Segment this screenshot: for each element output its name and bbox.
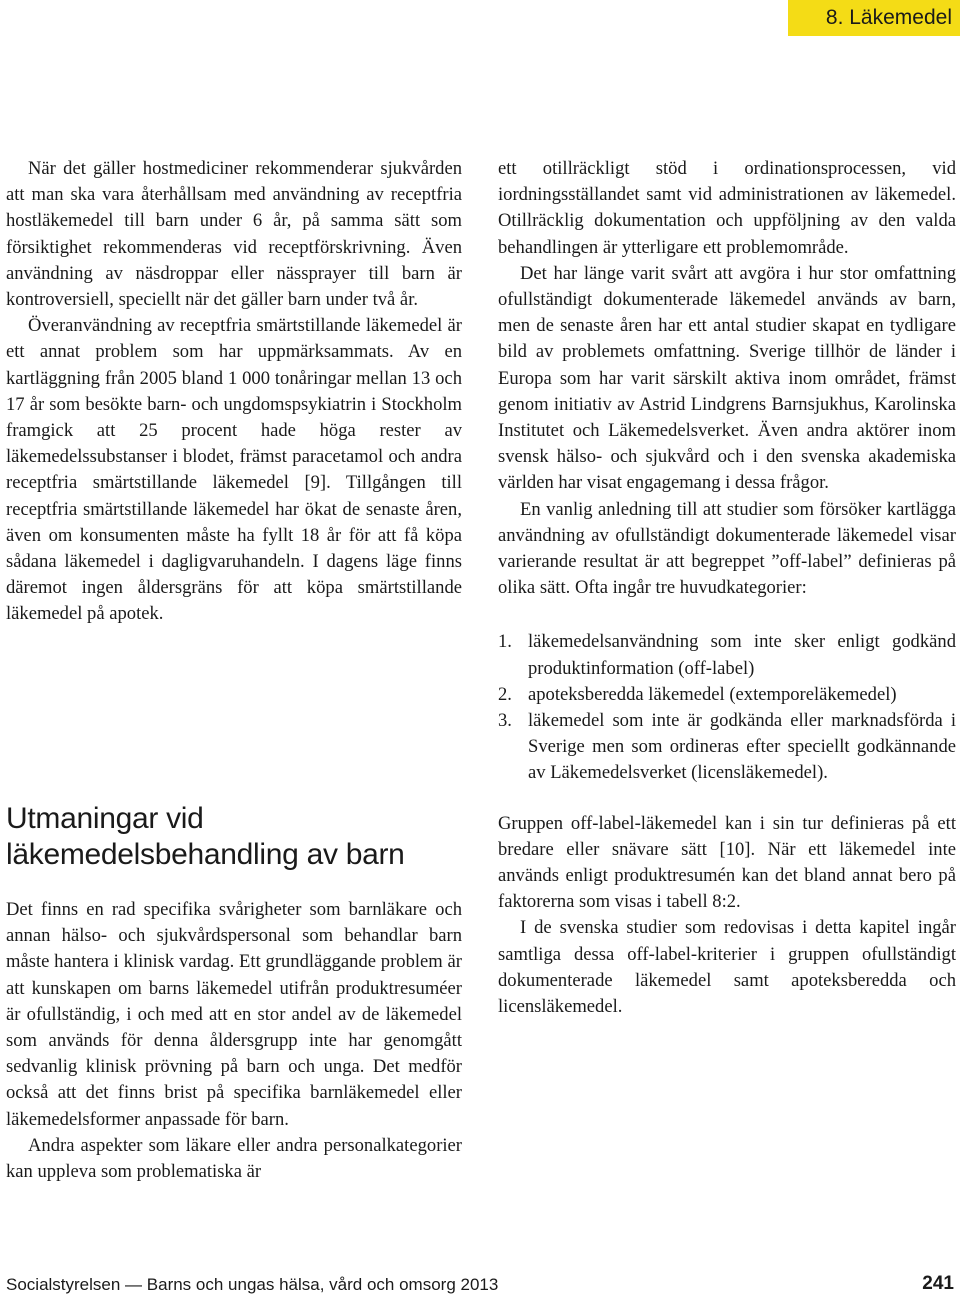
list-item xyxy=(498,682,956,708)
chapter-tab: 8. Läkemedel xyxy=(788,0,960,36)
paragraph: Överanvändning av receptfria smärtstillande läkemedel är ett annat problem som har uppmärksammats. Av en kartläggning från 2005 bland 1 000 tonåringar mellan 13 och 17 år som besökte barn- och ungdomspsykiatrin i Stockholm framgick att 25 procent hade höga rester av läkemedelssubstanser i blodet, främst paracetamol och andra receptfria smärtstillande läkemedel [9]. Tillgången till receptfria smärtstillande läkemedel har ökat de senaste åren, även om konsumenten måste ha fyllt 18 år för att få köpa sådana läkemedel i dagligvaruhandeln. I dagens läge finns däremot ingen åldersgräns för att köpa smärtstillande läkemedel på apotek. xyxy=(6,315,462,625)
list-text: läkemedelsanvändning som inte sker enligt godkänd produktinformation (off-label) xyxy=(528,631,956,679)
paragraph: ett otillräckligt stöd i ordinationsprocessen, vid iordningsställandet samt vid administrationen av läkemedel. Otillräcklig dokumentation och uppföljning av den valda behandlingen är ytterligare ett problemområde. xyxy=(498,158,956,258)
section-heading: Utmaningar vid läkemedelsbehandling av barn xyxy=(6,802,405,871)
footer-publication: Socialstyrelsen — Barns och ungas hälsa, vård och omsorg 2013 xyxy=(6,1275,499,1294)
list-text: läkemedel som inte är godkända eller marknadsförda i Sverige men som ordineras efter speciellt godkännande av Läkemedelsverket (licensläkemedel). xyxy=(528,710,956,784)
left-column-top xyxy=(6,156,462,628)
list-item xyxy=(498,629,956,681)
paragraph: Andra aspekter som läkare eller andra personalkategorier kan uppleva som problematiska är xyxy=(6,1134,462,1183)
category-list xyxy=(498,629,956,786)
list-number: 3. xyxy=(498,710,512,732)
list-item xyxy=(498,708,956,787)
page-number: 241 xyxy=(922,1273,954,1294)
paragraph: Det har länge varit svårt att avgöra i hur stor omfattning ofullständigt dokumenterade läkemedel används av barn, men de senaste åren har ett antal studier skapat en tydligare bild av problemets omfattning. Sverige tillhör de länder i Europa som har varit särskilt aktiva inom området, främst genom initiativ av Astrid Lindgrens Barnsjukhus, Karolinska Institutet och Läkemedelsverket. Även andra aktörer inom svensk hälso- och sjukvård och i den svenska akademiska världen har visat engagemang i dessa frågor. xyxy=(498,262,956,494)
paragraph: I de svenska studier som redovisas i detta kapitel ingår samtliga dessa off-label-kriterier i gruppen ofullständigt dokumenterade läkemedel samt apoteksberedda och licensläkemedel. xyxy=(498,917,956,1018)
right-column xyxy=(498,156,956,1020)
left-column-bottom xyxy=(6,897,462,1185)
paragraph: Gruppen off-label-läkemedel kan i sin tur definieras på ett bredare eller snävare sätt [10]. När ett läkemedel inte används enligt produktresumén kan det bland annat bero på faktorerna som visas i tabell 8:2. xyxy=(498,812,956,913)
list-number: 2. xyxy=(498,683,512,705)
paragraph: När det gäller hostmediciner rekommenderar sjukvården att man ska vara återhållsam med användning av receptfria hostläkemedel till barn under 6 år, på samma sätt som försiktighet rekommenderas vid receptförskrivning. Även användning av näsdroppar eller nässprayer till barn är kontroversiell, speciellt när det gäller barn under två år. xyxy=(6,158,462,311)
paragraph: En vanlig anledning till att studier som försöker kartlägga användning av ofullständigt dokumenterade läkemedel visar varierande resultat är att begreppet ”off-label” definieras på olika sätt. Ofta ingår tre huvudkategorier: xyxy=(498,498,956,599)
list-text: apoteksberedda läkemedel (extemporeläkemedel) xyxy=(528,683,897,705)
list-number: 1. xyxy=(498,631,512,653)
paragraph: Det finns en rad specifika svårigheter som barnläkare och annan hälso- och sjukvårdspersonal som behandlar barn måste hantera i klinisk vardag. Ett grundläggande problem är att kunskapen om barns läkemedel utifrån produktresuméer är ofullständig, i och med att en stor andel av de läkemedel som används för denna åldersgrupp inte har genomgått sedvanlig klinisk prövning på barn och unga. Det medför också att det finns brist på specifika barnläkemedel eller läkemedelsformer anpassade för barn. xyxy=(6,899,462,1130)
